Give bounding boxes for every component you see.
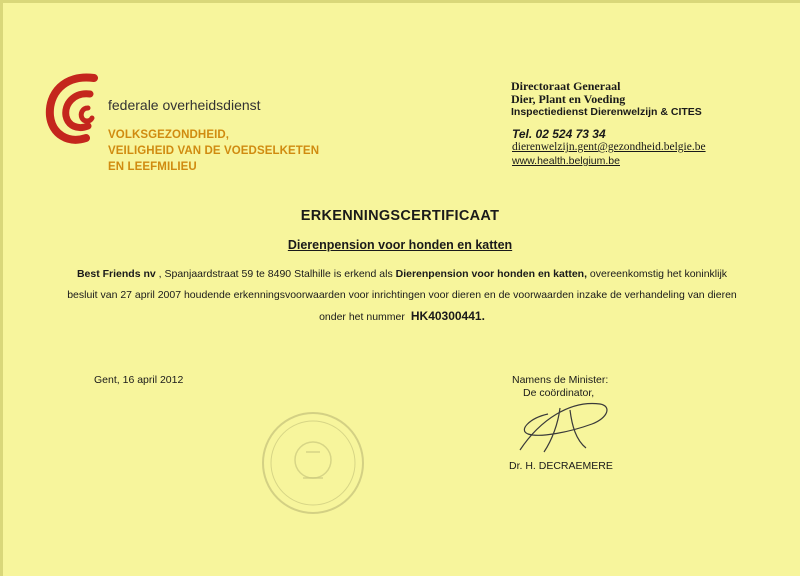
logo-agency-type: federale overheidsdienst (108, 97, 261, 113)
directorate: Directoraat Generaal (511, 79, 621, 93)
body-text-1: , Spanjaardstraat 59 te 8490 Stalhille is erkend als (155, 268, 396, 280)
company-name: Best Friends nv (76, 268, 156, 280)
certificate-body (52, 264, 752, 328)
certificate-title: ERKENNINGSCERTIFICAAT (300, 208, 500, 224)
fod-swirl-icon (44, 72, 108, 152)
body-text-2: overeenkomstig het koninklijk (586, 268, 728, 280)
on-behalf-of: Namens de Minister: (512, 374, 609, 386)
body-text-4: onder het nummer (319, 311, 405, 323)
email-link[interactable]: dierenwelzijn.gent@gezondheid.belgie.be (512, 141, 706, 153)
subdivision: Dier, Plant en Voeding (511, 92, 626, 106)
signer-name: Dr. H. DECRAEMERE (509, 460, 613, 472)
scan-edge-top (0, 0, 800, 3)
logo-line-2: VEILIGHEID VAN DE VOEDSELKETEN (108, 145, 320, 157)
scan-edge-left (0, 0, 3, 576)
registration-number: HK40300441. (410, 309, 485, 323)
inspection-service: Inspectiedienst Dierenwelzijn & CITES (511, 106, 702, 118)
body-line-3 (52, 306, 752, 328)
website-link[interactable]: www.health.belgium.be (512, 155, 620, 167)
place-date: Gent, 16 april 2012 (94, 374, 184, 386)
coordinator: De coördinator, (523, 387, 595, 399)
body-line-2: besluit van 27 april 2007 houdende erkenningsvoorwaarden voor inrichtingen voor dieren en de voorwaarden inzake de verhandeling van dieren (67, 289, 737, 301)
logo-line-1: VOLKSGEZONDHEID, (108, 129, 230, 141)
activity: Dierenpension voor honden en katten, (395, 268, 587, 280)
body-line-1 (52, 264, 752, 285)
directorate-block (511, 80, 702, 119)
logo-line-3: EN LEEFMILIEU (108, 161, 197, 173)
phone-number: Tel. 02 524 73 34 (512, 127, 606, 141)
handwritten-signature (500, 390, 620, 460)
official-seal-stamp (258, 408, 368, 518)
certificate-subtitle: Dierenpension voor honden en katten (287, 238, 513, 252)
fod-logo (44, 72, 344, 182)
